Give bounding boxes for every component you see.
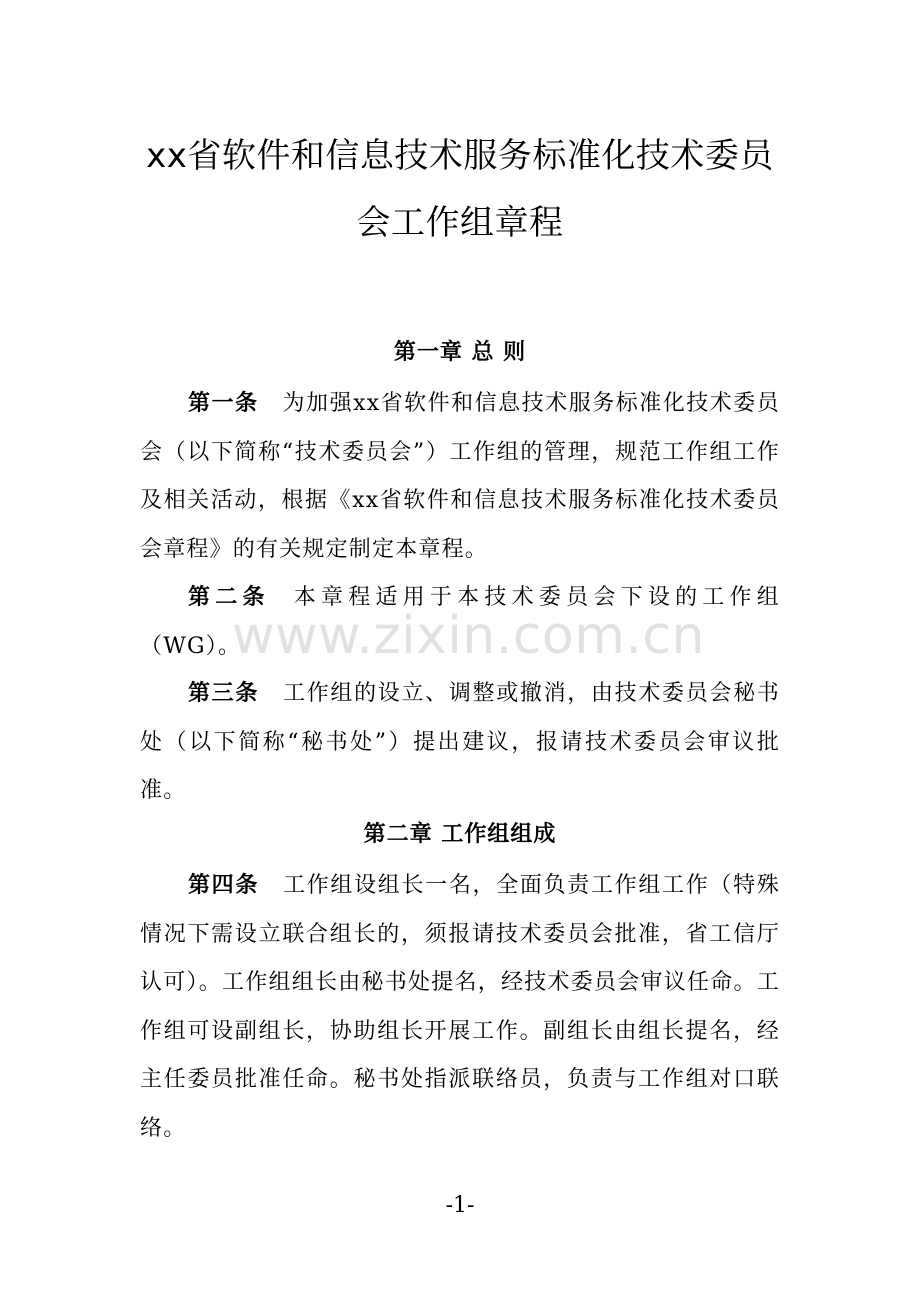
article-label: 第二条 <box>188 585 270 610</box>
watermark: www.zixin.com.cn <box>232 606 705 666</box>
article-label: 第一条 <box>188 391 259 416</box>
article-label: 第四条 <box>188 873 260 898</box>
article-label: 第三条 <box>188 681 260 706</box>
chapter-heading-1: 第一章 总 则 <box>393 340 527 365</box>
article-text: 工作组设组长一名，全面负责工作组工作（特殊情况下需设立联合组长的，须报请技术委员会批准，省工信厅认可）。工作组组长由秘书处提名，经技术委员会审议任命。工作组可设副组长，协助组长开展工作。副组长由组长提名，经主任委员批准任命。秘书处指派联络员，负责与工作组对口联络。 <box>140 873 780 1141</box>
chapter-heading-2: 第二章 工作组组成 <box>363 822 557 847</box>
article-text: 为加强xx省软件和信息技术服务标准化技术委员会（以下简称“技术委员会”）工作组的管理，规范工作组工作及相关活动，根据《xx省软件和信息技术服务标准化技术委员会章程》的有关规定制定本章程。 <box>140 391 780 562</box>
article-1 <box>140 380 780 574</box>
article-text: 本章程适用于本技术委员会下设的工作组（WG）。 <box>140 585 780 659</box>
article-4 <box>140 862 780 1153</box>
article-text: 工作组的设立、调整或撤消，由技术委员会秘书处（以下简称“秘书处”）提出建议，报请技术委员会审议批准。 <box>140 681 780 803</box>
document-title-line-2: 会工作组章程 <box>356 203 564 243</box>
article-2 <box>140 574 780 671</box>
document-title-line-1: xx省软件和信息技术服务标准化技术委员 <box>146 136 774 176</box>
page-number: -1- <box>445 1193 475 1218</box>
article-3 <box>140 670 780 816</box>
